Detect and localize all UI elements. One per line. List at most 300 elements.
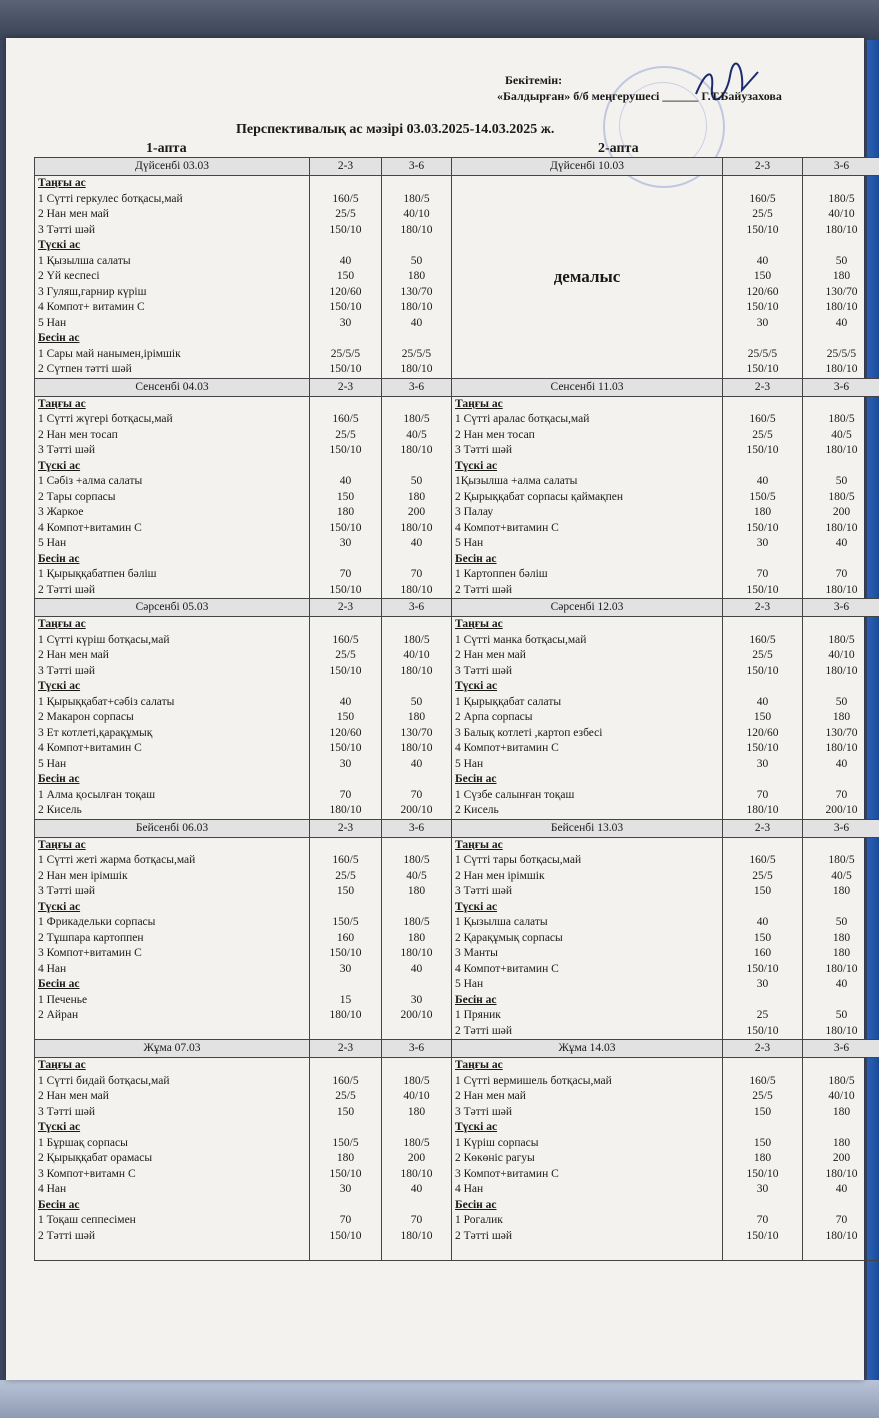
menu-line: 150/10 — [746, 742, 779, 754]
menu-line: 40/5 — [831, 869, 852, 882]
menu-line: 180/5 — [828, 192, 855, 205]
menu-line: 40/10 — [828, 208, 855, 220]
age-col-3-6: 3-6 — [803, 819, 879, 837]
menu-line: 150/5 — [332, 1136, 359, 1149]
menu-line: 40 — [410, 962, 423, 975]
menu-line: 2 Нан мен май — [38, 1090, 109, 1102]
menu-line — [385, 552, 448, 568]
portion-2-3-week1 — [310, 176, 382, 379]
dish-list-week1 — [35, 837, 310, 1040]
day-label-week1: Сәрсенбі 05.03 — [35, 599, 310, 617]
portion-2-3-week1 — [310, 1058, 382, 1261]
menu-line: 50 — [835, 475, 848, 487]
menu-line: 150/10 — [746, 962, 779, 975]
menu-line: 180 — [407, 1105, 426, 1118]
age-col-2-3: 2-3 — [310, 599, 382, 617]
menu-line: 150/10 — [329, 664, 362, 677]
age-col-2-3: 2-3 — [723, 599, 803, 617]
menu-line: 50 — [835, 916, 848, 928]
menu-line: 1 Сүтті вермишель ботқасы,май — [455, 1074, 612, 1087]
portion-3-6-week2 — [803, 396, 879, 599]
menu-line: 30 — [339, 962, 352, 975]
menu-line: 25 — [756, 1009, 769, 1021]
menu-line — [806, 1058, 877, 1074]
menu-line: 180/5 — [828, 854, 855, 866]
menu-line: 180/10 — [400, 444, 433, 456]
approve-label: Бекітемін: — [505, 73, 563, 87]
menu-line — [385, 1244, 448, 1260]
menu-line: 180 — [407, 931, 426, 944]
menu-line — [726, 552, 799, 568]
menu-line: 120/60 — [746, 285, 779, 298]
menu-line — [313, 331, 378, 347]
portion-2-3-week1 — [310, 617, 382, 820]
menu-line: 200 — [407, 506, 426, 518]
menu-line: 40 — [756, 254, 769, 267]
menu-line: 150/10 — [746, 664, 779, 677]
menu-line: 30 — [756, 537, 769, 549]
menu-line: 130/70 — [400, 726, 433, 739]
menu-line: 180/10 — [400, 521, 433, 534]
menu-line: 180/5 — [403, 413, 430, 425]
menu-line: 3 Тәтті шәй — [455, 664, 512, 677]
menu-line — [313, 459, 378, 475]
menu-line: 1 Сүтті бидай ботқасы,май — [38, 1074, 170, 1087]
menu-line: 2 Айран — [38, 1009, 79, 1021]
menu-line — [313, 552, 378, 568]
meal-section: Бесін ас — [455, 773, 497, 785]
menu-line: 180 — [407, 885, 426, 897]
menu-line: 180/5 — [403, 633, 430, 646]
menu-line: 30 — [339, 1183, 352, 1195]
menu-line: 2 Тары сорпасы — [38, 490, 116, 503]
menu-line: 40 — [410, 757, 423, 770]
menu-line: 180/5 — [828, 490, 855, 503]
page-title: Перспективалық ас мәзірі 03.03.2025-14.03.2025 ж. — [236, 122, 555, 137]
menu-line: 1 Қырыққабат+сәбіз салаты — [38, 695, 175, 708]
menu-line: 40/10 — [403, 1090, 430, 1102]
menu-line: 1 Сүзбе салынған тоқаш — [455, 788, 575, 801]
portion-2-3-week2 — [723, 1058, 803, 1261]
menu-line — [385, 838, 448, 854]
menu-line: 1 Қырыққабатпен бәліш — [38, 568, 157, 580]
dish-list-week1 — [35, 1058, 310, 1261]
menu-line: 200/10 — [400, 1009, 433, 1021]
meal-section: Таңғы ас — [455, 618, 503, 630]
menu-line: 180/10 — [400, 1229, 433, 1242]
menu-line: 150/10 — [329, 363, 362, 375]
age-col-2-3: 2-3 — [310, 1040, 382, 1058]
portion-3-6-week2 — [803, 837, 879, 1040]
portion-3-6-week1 — [382, 617, 452, 820]
menu-line: 40/5 — [831, 428, 852, 441]
menu-line — [726, 617, 799, 633]
menu-line: 40/5 — [406, 869, 427, 882]
age-col-3-6: 3-6 — [803, 599, 879, 617]
menu-line: 2 Көкөніс рагуы — [455, 1152, 535, 1164]
menu-line — [385, 617, 448, 633]
menu-line: 180 — [832, 885, 851, 897]
menu-line — [806, 838, 877, 854]
menu-line: 40/10 — [403, 649, 430, 661]
menu-line: 1 Пряник — [455, 1009, 501, 1021]
menu-line: 180 — [336, 506, 355, 518]
menu-line — [385, 238, 448, 254]
menu-line — [726, 1198, 799, 1214]
menu-line: 40/10 — [828, 649, 855, 661]
meal-section: Бесін ас — [38, 1198, 80, 1211]
day-label-week2: Дүйсенбі 10.03 — [452, 158, 723, 176]
day-menu-row — [35, 617, 879, 820]
menu-line — [726, 1120, 799, 1136]
menu-line: 3 Тәтті шәй — [38, 444, 95, 456]
menu-line: 25/5/5 — [401, 347, 432, 360]
menu-line — [806, 552, 877, 568]
menu-line: 2 Қарақұмық сорпасы — [455, 931, 563, 944]
portion-2-3-week2 — [723, 837, 803, 1040]
menu-line: 30 — [756, 1183, 769, 1195]
menu-line: 25/5 — [752, 208, 773, 220]
dish-list-week1 — [35, 617, 310, 820]
menu-line: 1 Сүтті күріш ботқасы,май — [38, 633, 170, 646]
menu-line: 30 — [756, 978, 769, 990]
menu-line — [313, 838, 378, 854]
menu-line: 70 — [410, 788, 423, 801]
portion-3-6-week2 — [803, 1058, 879, 1261]
menu-line: 180/5 — [403, 854, 430, 866]
menu-line: 120/60 — [329, 285, 362, 298]
menu-line: 3 Тәтті шәй — [38, 1105, 95, 1118]
menu-line: 25/5 — [335, 649, 356, 661]
menu-line: 2 Тұшпара картоппен — [38, 931, 144, 944]
menu-line: 25/5 — [335, 869, 356, 882]
menu-line: 180/10 — [825, 962, 858, 975]
menu-line: 70 — [756, 788, 769, 801]
menu-line: 1 Күріш сорпасы — [455, 1136, 539, 1149]
dish-list-week1 — [35, 396, 310, 599]
menu-line — [806, 331, 877, 347]
menu-line: 150 — [753, 885, 772, 897]
portion-2-3-week2 — [723, 396, 803, 599]
meal-section: Түскі ас — [38, 680, 81, 692]
menu-line: 200 — [832, 506, 851, 518]
menu-line: 3 Жаркое — [38, 506, 84, 518]
menu-line — [385, 1024, 448, 1040]
menu-line — [726, 1058, 799, 1074]
menu-line — [385, 1058, 448, 1074]
day-header-row — [35, 378, 879, 396]
menu-line: 180/10 — [400, 301, 433, 313]
menu-line: 40/5 — [406, 428, 427, 441]
menu-line: 50 — [410, 695, 423, 708]
menu-line: 150/10 — [746, 223, 779, 236]
menu-line — [385, 679, 448, 695]
menu-line — [313, 1120, 378, 1136]
menu-line: 2 Тәтті шәй — [455, 583, 512, 596]
menu-line: 180/10 — [825, 1229, 858, 1242]
age-col-3-6: 3-6 — [803, 158, 879, 176]
menu-line: 40 — [756, 475, 769, 487]
menu-line: 150 — [753, 711, 772, 723]
menu-line: 150 — [336, 711, 355, 723]
menu-line — [313, 679, 378, 695]
day-label-week1: Бейсенбі 06.03 — [35, 819, 310, 837]
portion-2-3-week2 — [723, 176, 803, 379]
menu-line: 150/10 — [329, 444, 362, 456]
day-label-week2: Сәрсенбі 12.03 — [452, 599, 723, 617]
portion-3-6-week1 — [382, 1058, 452, 1261]
day-menu-row — [35, 1058, 879, 1261]
menu-line — [385, 176, 448, 192]
menu-line: 180/10 — [400, 223, 433, 236]
menu-line: 180/10 — [825, 1024, 858, 1037]
meal-section: Түскі ас — [455, 1121, 498, 1133]
menu-line: 180/5 — [403, 1136, 430, 1149]
menu-line: 1 Сүтті тары ботқасы,май — [455, 854, 582, 866]
menu-line — [806, 617, 877, 633]
menu-line: 30 — [410, 993, 423, 1006]
menu-line: 1 Сүтті геркулес ботқасы,май — [38, 192, 183, 205]
menu-line: 2 Нан мен ірімшік — [38, 869, 128, 882]
menu-line: 1 Сүтті жеті жарма ботқасы,май — [38, 854, 196, 866]
menu-line: 25/5 — [752, 649, 773, 661]
age-col-2-3: 2-3 — [723, 378, 803, 396]
meal-section: Таңғы ас — [38, 397, 86, 410]
menu-line: 4 Компот+ витамин С — [38, 301, 145, 313]
menu-line: 150/10 — [746, 363, 779, 375]
approval-block — [497, 72, 782, 104]
meal-section: Таңғы ас — [38, 177, 86, 189]
portion-2-3-week1 — [310, 396, 382, 599]
menu-line: 70 — [339, 568, 352, 580]
menu-line: 180/10 — [825, 1167, 858, 1180]
menu-line: 3 Палау — [455, 506, 494, 518]
meal-section: Түскі ас — [38, 459, 81, 472]
menu-line: 180/10 — [329, 804, 362, 816]
menu-line: 1 Бұршақ сорпасы — [38, 1136, 128, 1149]
meal-section: Түскі ас — [38, 900, 81, 913]
menu-line — [806, 238, 877, 254]
menu-line: 2 Арпа сорпасы — [455, 711, 533, 723]
menu-line: 3 Тәтті шәй — [455, 444, 512, 456]
menu-line: 150/10 — [746, 444, 779, 456]
background-top — [0, 0, 879, 40]
menu-line: 25/5/5 — [747, 347, 778, 360]
week2-label: 2-апта — [598, 141, 639, 156]
day-header-row — [35, 1040, 879, 1058]
menu-line: 70 — [410, 568, 423, 580]
menu-line — [806, 1198, 877, 1214]
menu-line: 2 Тәтті шәй — [455, 1024, 512, 1037]
day-header-row — [35, 158, 879, 176]
menu-line: 1 Сүтті аралас ботқасы,май — [455, 413, 590, 425]
meal-section: Түскі ас — [455, 900, 498, 913]
menu-line — [385, 397, 448, 413]
menu-line: 120/60 — [329, 726, 362, 739]
menu-line — [806, 679, 877, 695]
menu-line: 180/10 — [825, 521, 858, 534]
portion-3-6-week1 — [382, 176, 452, 379]
menu-line: 180 — [832, 931, 851, 944]
menu-line — [726, 838, 799, 854]
menu-line: 160 — [336, 931, 355, 944]
menu-line: 1 Сүтті жүгері ботқасы,май — [38, 413, 173, 425]
menu-line: 160/5 — [749, 413, 776, 425]
menu-line: 180/10 — [825, 664, 858, 677]
menu-line: 25/5/5 — [826, 347, 857, 360]
menu-line — [455, 1244, 719, 1260]
menu-line: 3 Компот+витамин С — [38, 947, 142, 959]
menu-line: 40 — [339, 475, 352, 487]
portion-3-6-week1 — [382, 837, 452, 1040]
menu-line: 3 Тәтті шәй — [38, 885, 95, 897]
menu-line: 30 — [756, 316, 769, 329]
menu-line — [726, 900, 799, 916]
menu-line: 150 — [336, 490, 355, 503]
menu-line: 5 Нан — [455, 978, 484, 990]
week1-label: 1-апта — [146, 141, 187, 156]
menu-line: 2 Қырыққабат орамасы — [38, 1152, 153, 1164]
menu-line: 150/10 — [329, 742, 362, 754]
menu-line: 70 — [339, 788, 352, 801]
meal-section: Таңғы ас — [455, 838, 503, 851]
menu-line: 160/5 — [332, 1074, 359, 1087]
day-header-row — [35, 819, 879, 837]
menu-line: 70 — [756, 568, 769, 580]
menu-line: 30 — [339, 757, 352, 770]
menu-line: 150/10 — [329, 947, 362, 959]
menu-line: 2 Нан мен ірімшік — [455, 869, 545, 882]
menu-line: 25/5 — [335, 428, 356, 441]
menu-line: 50 — [835, 695, 848, 708]
menu-line — [313, 977, 378, 993]
meal-section: Бесін ас — [455, 1198, 497, 1211]
menu-line: 2 Үй кеспесі — [38, 270, 100, 282]
menu-line — [726, 176, 799, 192]
menu-line: 4 Компот+витамин С — [455, 742, 559, 754]
menu-line — [385, 900, 448, 916]
menu-line: 40 — [756, 916, 769, 928]
background-bottom — [0, 1380, 879, 1418]
menu-line: 1 Сәбіз +алма салаты — [38, 475, 143, 487]
menu-line: 150/10 — [746, 1024, 779, 1037]
menu-line: 25/5 — [752, 428, 773, 441]
menu-line: 180 — [753, 506, 772, 518]
menu-line: 180/10 — [400, 664, 433, 677]
menu-line: 40 — [756, 695, 769, 708]
portion-3-6-week2 — [803, 176, 879, 379]
menu-line: 3 Тәтті шәй — [38, 664, 95, 677]
menu-line: 200/10 — [400, 804, 433, 816]
menu-line: 180 — [832, 711, 851, 723]
menu-line: 160/5 — [749, 1074, 776, 1087]
menu-line — [313, 176, 378, 192]
day-label-week1: Сенсенбі 04.03 — [35, 378, 310, 396]
meal-section: Таңғы ас — [455, 397, 503, 410]
meal-section: Түскі ас — [455, 680, 498, 692]
menu-line — [726, 1244, 799, 1260]
menu-line: 150 — [336, 885, 355, 897]
menu-line — [806, 993, 877, 1009]
age-col-2-3: 2-3 — [723, 819, 803, 837]
menu-line: 40 — [835, 537, 848, 549]
menu-line: 160/5 — [749, 192, 776, 205]
menu-line: 1 Картоппен бәліш — [455, 568, 548, 580]
menu-line: 120/60 — [746, 726, 779, 739]
menu-line: 150/10 — [329, 521, 362, 534]
menu-line: 160/5 — [749, 633, 776, 646]
age-col-3-6: 3-6 — [803, 1040, 879, 1058]
menu-line: 160/5 — [332, 854, 359, 866]
menu-line: 150/10 — [329, 1167, 362, 1180]
menu-line: 180 — [832, 1105, 851, 1118]
menu-line: 130/70 — [825, 285, 858, 298]
menu-line: 3 Тәтті шәй — [455, 885, 512, 897]
age-col-3-6: 3-6 — [382, 1040, 452, 1058]
day-label-week1: Жұма 07.03 — [35, 1040, 310, 1058]
dish-list-week2 — [452, 1058, 723, 1261]
menu-line — [313, 1024, 378, 1040]
menu-line: 2 Кисель — [38, 804, 82, 816]
menu-line: 180/5 — [403, 1074, 430, 1087]
menu-line: 150 — [753, 931, 772, 944]
rest-day-cell: демалыс — [452, 176, 723, 379]
menu-line — [806, 397, 877, 413]
menu-line: 40 — [339, 254, 352, 267]
day-header-row — [35, 599, 879, 617]
dish-list-week2 — [452, 617, 723, 820]
menu-line: 180/10 — [825, 742, 858, 754]
menu-line — [313, 900, 378, 916]
menu-line: 180/10 — [400, 363, 433, 375]
age-col-3-6: 3-6 — [382, 378, 452, 396]
menu-line: 1 Тоқаш сеппесімен — [38, 1214, 136, 1226]
menu-line: 40 — [410, 1183, 423, 1195]
menu-line: 40 — [835, 757, 848, 770]
menu-line: 150 — [336, 270, 355, 282]
menu-line: 2 Нан мен май — [38, 208, 109, 220]
meal-section: Таңғы ас — [38, 1059, 86, 1071]
menu-line: 180/5 — [828, 1074, 855, 1087]
menu-line: 160/5 — [332, 192, 359, 205]
menu-line — [806, 900, 877, 916]
menu-line — [313, 617, 378, 633]
menu-line: 150/10 — [746, 583, 779, 596]
meal-section: Түскі ас — [38, 239, 81, 251]
menu-line: 130/70 — [825, 726, 858, 739]
menu-line: 50 — [835, 1009, 848, 1021]
portion-3-6-week2 — [803, 617, 879, 820]
menu-line: 40 — [410, 316, 423, 329]
menu-line: 180 — [832, 1136, 851, 1149]
meal-section: Таңғы ас — [38, 618, 86, 630]
menu-line: 180 — [753, 1152, 772, 1164]
menu-line: 5 Нан — [38, 757, 67, 770]
age-col-2-3: 2-3 — [310, 378, 382, 396]
menu-line: 5 Нан — [38, 537, 67, 549]
menu-line: 40 — [835, 1183, 848, 1195]
meal-section: Бесін ас — [38, 773, 80, 785]
menu-line: 70 — [835, 1214, 848, 1226]
dish-list-week1 — [35, 176, 310, 379]
menu-line: 150/10 — [329, 301, 362, 313]
menu-line — [385, 459, 448, 475]
menu-line: 4 Нан — [455, 1183, 484, 1195]
menu-line — [726, 331, 799, 347]
menu-line: 2 Макарон сорпасы — [38, 711, 134, 723]
menu-line: 1 Сүтті манка ботқасы,май — [455, 633, 587, 646]
menu-line: 30 — [756, 757, 769, 770]
